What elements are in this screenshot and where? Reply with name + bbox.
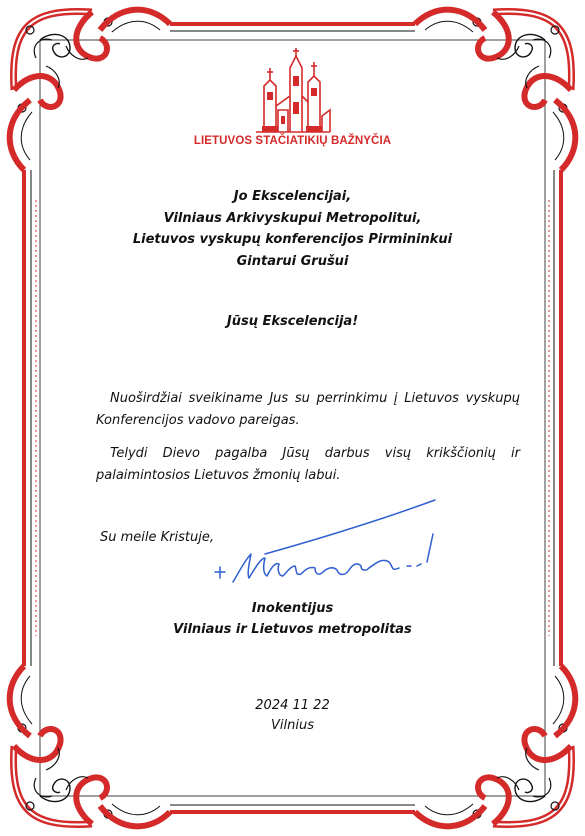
addressee-line: Lietuvos vyskupų konferencijos Pirmininkui: [132, 232, 453, 247]
body-paragraph: Nuoširdžiai sveikiname Jus su perrinkimu į Lietuvos vyskupų Konferencijos vadovo pareigas.: [96, 391, 520, 428]
signatory-name: Inokentijus: [251, 601, 334, 616]
signatory-title: Vilniaus ir Lietuvos metropolitas: [173, 622, 412, 637]
closing: Su meile Kristuje,: [100, 530, 214, 545]
date-block: [0, 696, 585, 736]
body-paragraph: Telydi Dievo pagalba Jūsų darbus visų krikščionių ir palaimintosios Lietuvos žmonių labui.: [96, 446, 520, 483]
letter-place: Vilnius: [271, 718, 314, 733]
addressee-line: Vilniaus Arkivyskupui Metropolitui,: [163, 210, 422, 226]
signatory-block: [0, 598, 585, 640]
addressee-line: Gintarui Grušui: [236, 253, 349, 269]
letter-date: 2024 11 22: [255, 698, 330, 713]
salutation: Jūsų Ekscelencija!: [226, 314, 359, 329]
addressee-line: Jo Ekscelencijai,: [233, 189, 352, 204]
cathedral-icon: [252, 46, 334, 136]
organization-name: LIETUVOS STAČIATIKIŲ BAŽNYČIA: [193, 135, 392, 147]
addressee-block: [0, 186, 585, 272]
handwritten-signature: [205, 492, 445, 592]
